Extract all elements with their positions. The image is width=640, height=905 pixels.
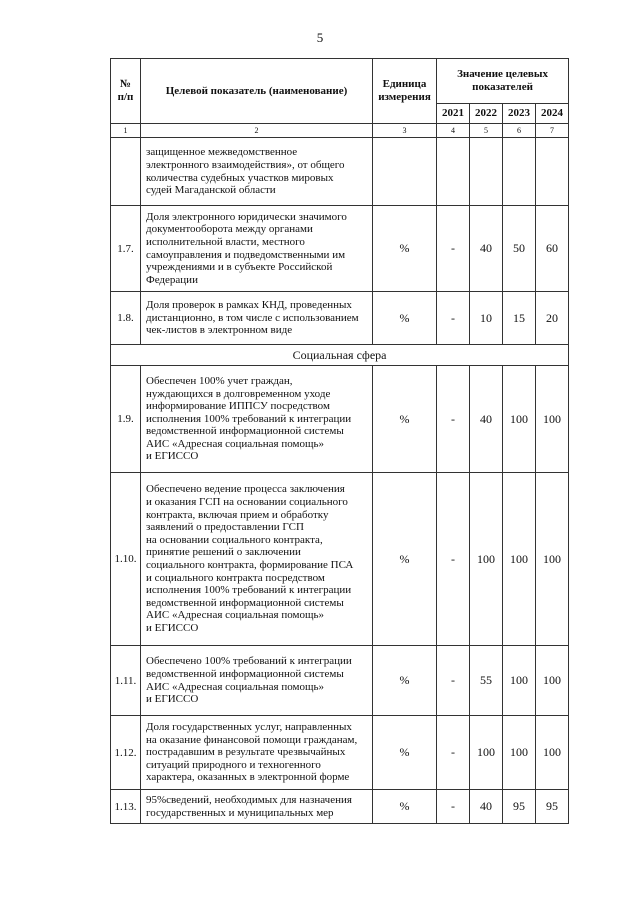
value-2023: 95 [503, 790, 536, 824]
description-line: АИС «Адресная социальная помощь» [146, 609, 324, 622]
description-line: ведомственной информационной системы [146, 667, 344, 680]
description-line: 95%сведений, необходимых для назначения [146, 793, 352, 806]
table-row [111, 206, 569, 292]
header-year: 2023 [503, 104, 536, 124]
description-line: исполнения 100% требований к интеграции [146, 412, 352, 425]
description-line: и социального контракта посредством [146, 571, 325, 584]
description-line: нуждающихся в долговременном уходе [146, 387, 331, 400]
value-2024: 100 [536, 473, 569, 646]
value-2021 [437, 138, 470, 206]
description-line: защищенное межведомственное [146, 146, 298, 159]
description-line: количества судебных участков мировых [146, 171, 334, 184]
value-2023: 15 [503, 292, 536, 345]
row-number: 1.7. [111, 206, 141, 292]
description-line: и оказания ГСП на основании социального [146, 496, 348, 509]
indicator-description [141, 790, 373, 824]
description-line: на оказание финансовой помощи гражданам, [146, 733, 358, 746]
value-2024: 100 [536, 646, 569, 716]
value-2022: 100 [470, 716, 503, 790]
column-number: 7 [536, 124, 569, 138]
description-line: Обеспечено 100% требований к интеграции [146, 655, 352, 668]
column-number: 6 [503, 124, 536, 138]
header-unit: Единица измерения [373, 59, 437, 124]
value-2021: - [437, 366, 470, 473]
description-line: АИС «Адресная социальная помощь» [146, 437, 324, 450]
table-row [111, 473, 569, 646]
value-2022: 40 [470, 366, 503, 473]
description-line: учреждениями и в субъекте Российской [146, 261, 333, 274]
indicator-description [141, 206, 373, 292]
header-year: 2021 [437, 104, 470, 124]
row-number: 1.12. [111, 716, 141, 790]
table-row [111, 292, 569, 345]
unit-cell: % [373, 716, 437, 790]
column-number: 5 [470, 124, 503, 138]
value-2021: - [437, 716, 470, 790]
value-2022: 40 [470, 790, 503, 824]
page-number: 5 [316, 30, 324, 45]
value-2021: - [437, 206, 470, 292]
description-line: ведомственной информационной системы [146, 596, 344, 609]
table-row [111, 790, 569, 824]
unit-cell: % [373, 473, 437, 646]
table-row [111, 646, 569, 716]
description-line: социального контракта, формирование ПСА [146, 559, 354, 571]
column-number: 4 [437, 124, 470, 138]
row-number: 1.13. [111, 790, 141, 824]
value-2024: 20 [536, 292, 569, 345]
unit-cell: % [373, 366, 437, 473]
indicator-description [141, 646, 373, 716]
description-line: и ЕГИССО [146, 621, 199, 634]
header-indicator: Целевой показатель (наименование) [141, 59, 373, 124]
target-indicators-table [110, 58, 569, 824]
description-line: судей Магаданской области [146, 184, 276, 197]
description-line: электронного взаимодействия», от общего [146, 158, 345, 171]
column-number: 1 [111, 124, 141, 138]
description-line: самоуправления и подведомственными им [146, 248, 346, 261]
header-row-number: № п/п [111, 59, 141, 124]
description-line: Федерации [146, 273, 198, 286]
unit-cell: % [373, 292, 437, 345]
indicator-description [141, 292, 373, 345]
value-2024: 60 [536, 206, 569, 292]
description-line: Обеспечен 100% учет граждан, [146, 374, 293, 387]
description-line: контракта, включая прием и обработку [146, 508, 329, 521]
description-line: ситуаций природного и техногенного [146, 758, 321, 771]
row-number: 1.10. [111, 473, 141, 646]
indicator-description [141, 138, 373, 206]
description-line: заявлений о предоставлении ГСП [146, 521, 304, 534]
description-line: Доля государственных услуг, направленных [146, 721, 352, 734]
value-2022: 40 [470, 206, 503, 292]
description-line: исполнительной власти, местного [146, 235, 305, 248]
table-row [111, 716, 569, 790]
description-line: информирование ИППСУ посредством [146, 400, 330, 413]
description-line: принятие решений о заключении [146, 546, 301, 559]
row-number: 1.9. [111, 366, 141, 473]
description-line: на основании социального контракта, [146, 533, 323, 546]
row-number [111, 138, 141, 206]
description-line: Обеспечено ведение процесса заключения [146, 483, 345, 496]
value-2021: - [437, 790, 470, 824]
value-2024 [536, 138, 569, 206]
indicator-description [141, 473, 373, 646]
value-2021: - [437, 292, 470, 345]
column-number: 2 [141, 124, 373, 138]
value-2023: 100 [503, 473, 536, 646]
description-line: и ЕГИССО [146, 450, 199, 463]
value-2023: 50 [503, 206, 536, 292]
section-title: Социальная сфера [111, 345, 569, 366]
indicator-description [141, 366, 373, 473]
row-number: 1.11. [111, 646, 141, 716]
description-line: Доля электронного юридически значимого [146, 210, 347, 223]
value-2021: - [437, 473, 470, 646]
description-line: документооборота между органами [146, 223, 313, 236]
description-line: чек-листов в электронном виде [146, 324, 293, 337]
value-2024: 100 [536, 366, 569, 473]
unit-cell: % [373, 206, 437, 292]
column-number: 3 [373, 124, 437, 138]
table-row [111, 366, 569, 473]
row-number: 1.8. [111, 292, 141, 345]
value-2021: - [437, 646, 470, 716]
indicator-description [141, 716, 373, 790]
value-2022: 10 [470, 292, 503, 345]
description-line: государственных и муниципальных мер [146, 806, 334, 819]
table-row [111, 138, 569, 206]
description-line: исполнения 100% требований к интеграции [146, 584, 352, 597]
value-2023: 100 [503, 366, 536, 473]
unit-cell: % [373, 646, 437, 716]
unit-cell [373, 138, 437, 206]
header-year: 2022 [470, 104, 503, 124]
description-line: и ЕГИССО [146, 693, 199, 706]
value-2024: 95 [536, 790, 569, 824]
value-2023: 100 [503, 646, 536, 716]
value-2022: 55 [470, 646, 503, 716]
header-year: 2024 [536, 104, 569, 124]
value-2024: 100 [536, 716, 569, 790]
description-line: ведомственной информационной системы [146, 425, 344, 438]
description-line: АИС «Адресная социальная помощь» [146, 680, 324, 693]
value-2022 [470, 138, 503, 206]
description-line: дистанционно, в том числе с использованием [146, 311, 359, 324]
description-line: пострадавшим в результате чрезвычайных [146, 746, 346, 759]
value-2022: 100 [470, 473, 503, 646]
unit-cell: % [373, 790, 437, 824]
value-2023: 100 [503, 716, 536, 790]
description-line: Доля проверок в рамках КНД, проведенных [146, 299, 352, 312]
value-2023 [503, 138, 536, 206]
header-target-values: Значение целевых показателей [437, 59, 569, 104]
description-line: характера, оказанных в электронной форме [146, 771, 350, 784]
